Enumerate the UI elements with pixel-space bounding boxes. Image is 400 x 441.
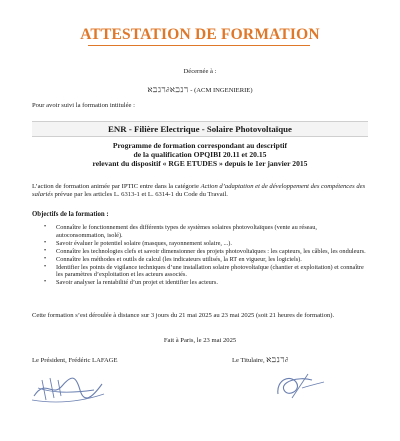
signatory-right bbox=[232, 357, 289, 365]
program-line-3: relevant du dispositif « RGE ETUDES » depuis le 1er janvier 2015 bbox=[92, 159, 308, 168]
objective-text: Savoir évaluer le potentiel solaire (masques, rayonnement solaire, ...). bbox=[56, 239, 232, 247]
action-text-2: prévue par les articles L. 6313-1 et L. 6314-1 du Code du Travail. bbox=[52, 191, 228, 199]
list-item bbox=[42, 279, 368, 287]
objective-text: Connaître les méthodes et outils de calcul (les indicateurs utilisés, la RT en vigueur, les logiciels). bbox=[56, 255, 302, 263]
objective-text: Identifier les points de vigilance techniques d’une installation solaire photovoltaïque (chantier et exploitation) et connaître les paramètres d’exploitation et les acteurs associés. bbox=[56, 263, 364, 279]
list-item bbox=[42, 256, 368, 264]
action-text-italic: Action d’adaptation et de développement des compétences des salariés bbox=[32, 183, 366, 199]
remote-paragraph: Cette formation s’est déroulée à distance sur 3 jours du 21 mai 2025 au 23 mai 2025 (soit 21 heures de formation). bbox=[32, 312, 335, 319]
list-item bbox=[42, 224, 368, 239]
recipient-company: - (ACM INGENIERIE) bbox=[190, 87, 253, 94]
bullet-icon: • bbox=[44, 239, 47, 246]
bullet-icon: • bbox=[44, 263, 47, 270]
training-title-box bbox=[32, 121, 368, 137]
delivered-to-label: Décernée à : bbox=[183, 68, 217, 75]
president-signature bbox=[28, 368, 106, 406]
bullet-icon: • bbox=[44, 279, 47, 286]
program-line-2: de la qualification OPQIBI 20.11 et 20.15 bbox=[133, 150, 267, 159]
action-text-1: L’action de formation animée par IPTIC entre dans la catégorie bbox=[32, 183, 201, 190]
followed-intro: Pour avoir suivi la formation intitulée : bbox=[32, 102, 135, 109]
bullet-icon: • bbox=[44, 255, 47, 262]
objective-text: Connaître les technologies clefs et savoir dimensionner des projets photovoltaïques : les capteurs, les câbles, les onduleurs. bbox=[56, 247, 366, 255]
recipient-name: ℵℶℷℸ∂ℵℶℷℸ bbox=[147, 87, 189, 94]
objective-text: Connaître le fonctionnement des différents types de systèmes solaires photovoltaïques (vente au réseau, autoconsommation, isolé). bbox=[56, 224, 317, 239]
action-paragraph bbox=[32, 183, 368, 199]
training-title: ENR - Filière Electrique - Solaire Photovoltaïque bbox=[108, 124, 292, 134]
list-item bbox=[42, 264, 368, 279]
recipient-line bbox=[0, 86, 400, 94]
objectives-list bbox=[42, 224, 368, 287]
title-underline bbox=[88, 45, 310, 46]
objectives-heading: Objectifs de la formation : bbox=[32, 211, 109, 218]
bullet-icon: • bbox=[44, 247, 47, 254]
signatory-right-label: Le Titulaire, bbox=[232, 357, 265, 364]
list-item bbox=[42, 240, 368, 248]
signatory-right-name: ℵℶℷℸ∂ bbox=[266, 357, 289, 364]
list-item bbox=[42, 248, 368, 256]
holder-signature bbox=[268, 368, 328, 402]
program-line-1: Programme de formation correspondant au descriptif bbox=[112, 141, 288, 150]
signatory-left: Le Président, Frédéric LAFAGE bbox=[32, 357, 118, 364]
place-date: Fait à Paris, le 23 mai 2025 bbox=[163, 337, 237, 344]
certificate-title: ATTESTATION DE FORMATION bbox=[80, 26, 320, 43]
objective-text: Savoir analyser la rentabilité d’un projet et identifier les acteurs. bbox=[56, 279, 218, 287]
bullet-icon: • bbox=[44, 224, 47, 230]
